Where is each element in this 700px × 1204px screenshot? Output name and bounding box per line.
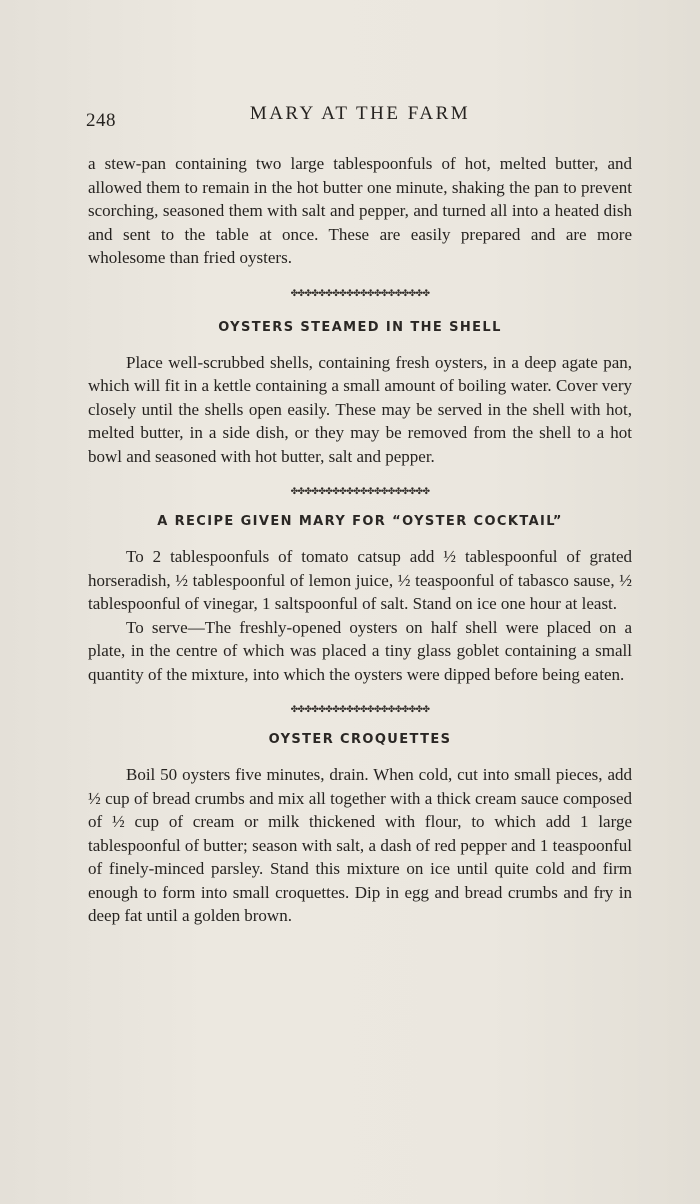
page-body: [88, 152, 632, 928]
running-title: MARY AT THE FARM: [249, 103, 471, 124]
section-heading-steamed-oysters: OYSTERS STEAMED IN THE SHELL: [218, 319, 502, 335]
section-paragraph: Boil 50 oysters five minutes, drain. When cold, cut into small pieces, add ½ cup of bread crumbs and mix all together with a thick cream sauce composed of ½ cup of cream or milk thickened with flour, to which add 1 large tablespoonful of butter; season with salt, a dash of red pepper and 1 teaspoonful of finely-minced parsley. Stand this mixture on ice until quite cold and firm enough to form into small croquettes. Dip in egg and bread crumbs and fry in deep fat until a golden brown.: [88, 765, 632, 925]
ornament-divider: ✤✤✤✤✤✤✤✤✤✤✤✤✤✤✤✤✤✤✤✤: [290, 486, 430, 496]
section-heading-oyster-croquettes: OYSTER CROQUETTES: [268, 732, 452, 747]
section-paragraph: Place well-scrubbed shells, containing fresh oysters, in a deep agate pan, which will fit in a kettle containing a small amount of boiling water. Cover very closely until the shells open easily. These may be served in the shell with hot, melted butter, in a side dish, or they may be removed from the shell to a hot bowl and seasoned with hot butter, salt and pepper.: [88, 352, 632, 466]
ornament-divider: ✤✤✤✤✤✤✤✤✤✤✤✤✤✤✤✤✤✤✤✤: [290, 704, 430, 714]
page-number: 248: [86, 110, 116, 131]
intro-paragraph: a stew-pan containing two large tablespoonfuls of hot, melted butter, and allowed them to remain in the hot butter one minute, shaking the pan to prevent scorching, seasoned them with salt and pepper, and turned all into a heated dish and sent to the table at once. These are easily prepared and are more wholesome than fried oysters.: [88, 154, 632, 267]
section-heading-oyster-cocktail: A RECIPE GIVEN MARY FOR “OYSTER COCKTAIL”: [157, 514, 563, 529]
section-paragraph: To serve—The freshly-opened oysters on half shell were placed on a plate, in the centre of which was placed a tiny glass goblet containing a small quantity of the mixture, into which the oysters were dipped before being eaten.: [88, 617, 632, 684]
ornament-divider: ✤✤✤✤✤✤✤✤✤✤✤✤✤✤✤✤✤✤✤✤: [290, 287, 430, 298]
section-paragraph: To 2 tablespoonfuls of tomato catsup add ½ tablespoonful of grated horseradish, ½ tablespoonful of lemon juice, ½ teaspoonful of tabasco sause, ½ tablespoonful of vinegar, 1 saltspoonful of salt. Stand on ice one hour at least.: [88, 547, 632, 613]
